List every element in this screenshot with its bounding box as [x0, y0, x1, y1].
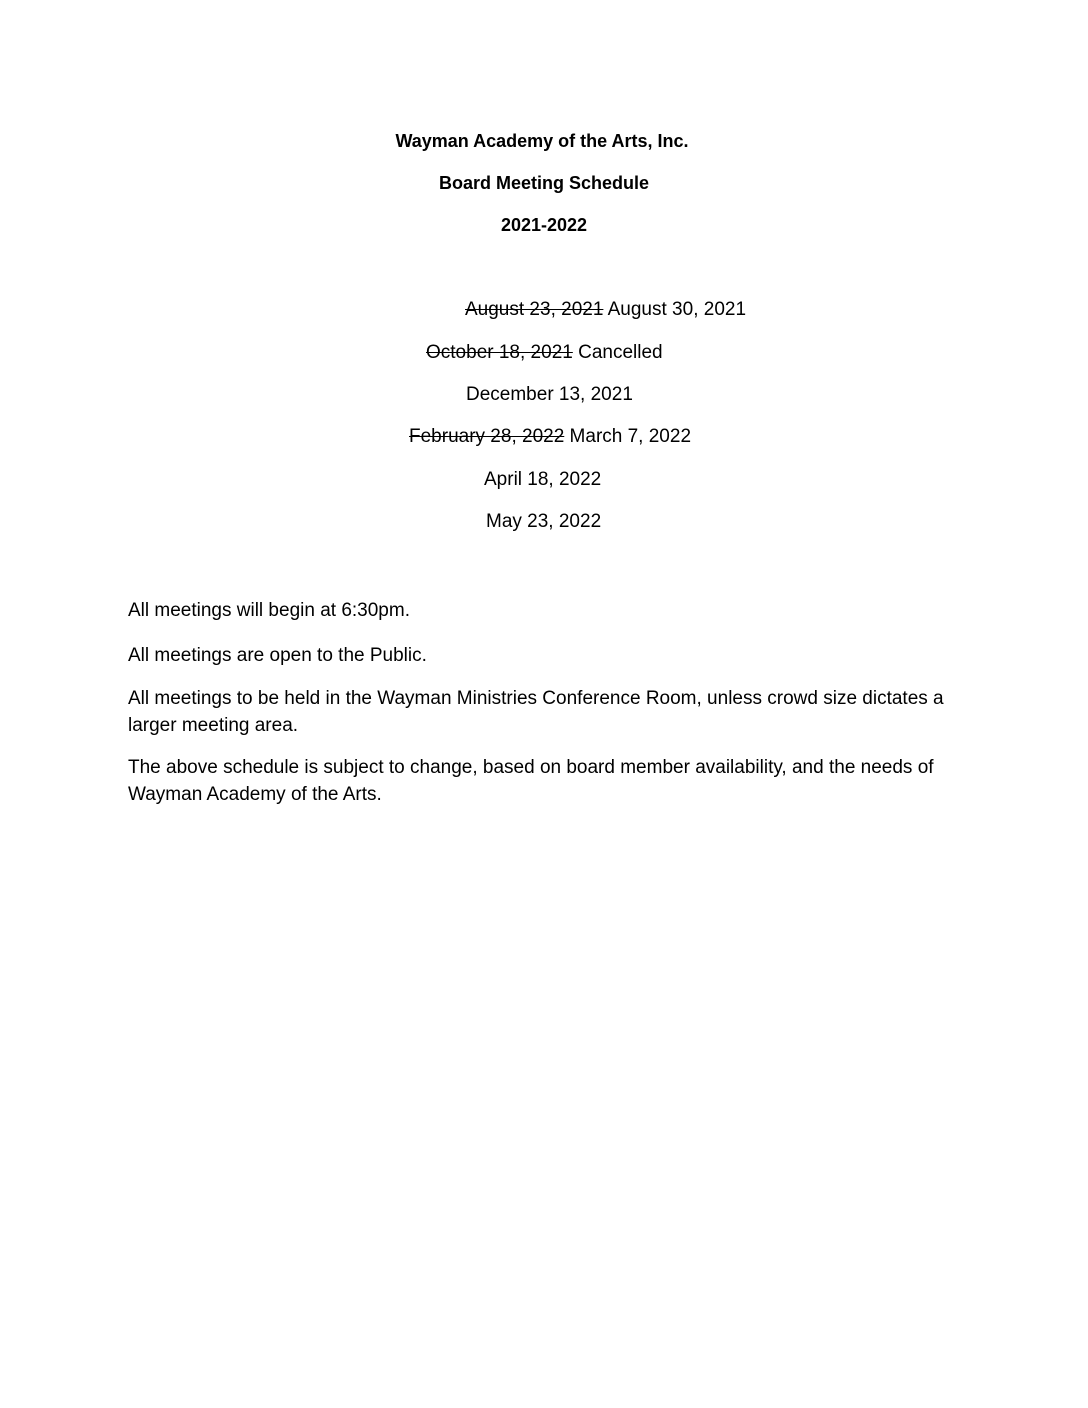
note-location: All meetings to be held in the Wayman Ministries Conference Room, unless crowd size dictates a larger meeting area. [128, 688, 944, 736]
cancelled-status: Cancelled [578, 342, 663, 363]
note-public: All meetings are open to the Public. [128, 645, 427, 666]
meeting-date: May 23, 2022 [486, 511, 602, 532]
meeting-date: April 18, 2022 [484, 469, 602, 490]
organization-title: Wayman Academy of the Arts, Inc. [395, 131, 689, 151]
schedule-item-1 [465, 299, 746, 321]
meeting-date: December 13, 2021 [466, 384, 633, 405]
struck-date: October 18, 2021 [426, 342, 573, 363]
rescheduled-date: March 7, 2022 [569, 426, 692, 447]
schedule-item-6 [486, 511, 601, 533]
struck-date: February 28, 2022 [409, 426, 565, 447]
note-subject-to-change: The above schedule is subject to change, based on board member availability, and the needs of Wayman Academy of the Arts. [128, 757, 934, 805]
document-title: Board Meeting Schedule [438, 173, 650, 193]
schedule-item-2 [426, 342, 663, 364]
rescheduled-date: August 30, 2021 [607, 299, 747, 320]
year-range: 2021-2022 [500, 215, 588, 235]
schedule-item-3 [466, 384, 633, 406]
schedule-item-4 [409, 426, 691, 448]
schedule-item-5 [484, 469, 601, 491]
note-start-time: All meetings will begin at 6:30pm. [128, 600, 410, 621]
struck-date: August 23, 2021 [465, 299, 604, 320]
